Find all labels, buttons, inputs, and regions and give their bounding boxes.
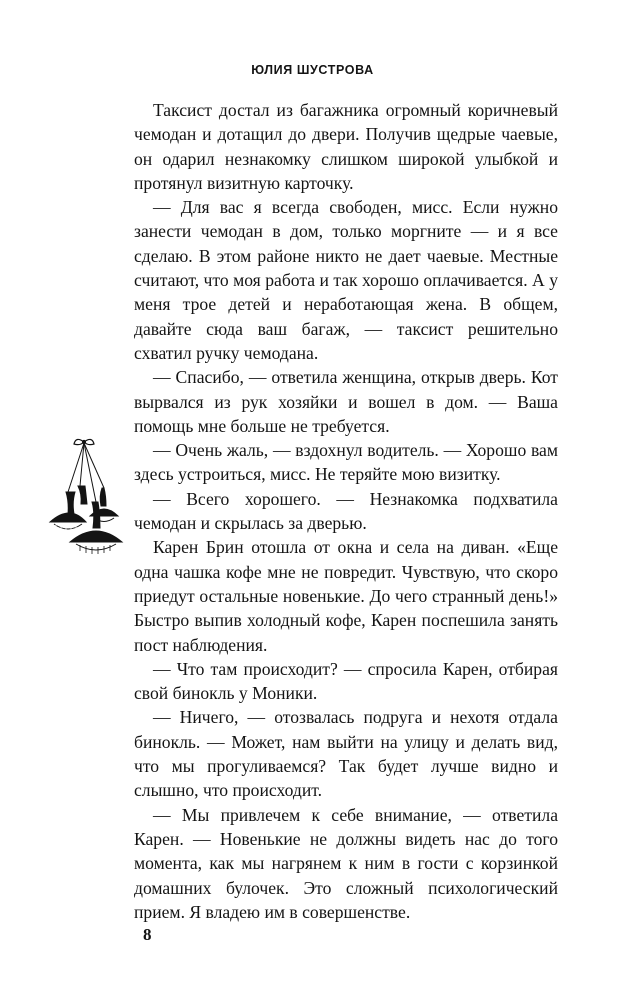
- body-text: [134, 98, 558, 924]
- paragraph: Карен Брин отошла от окна и села на диван. «Еще одна чашка кофе мне не повредит. Чувствую, что скоро приедут остальные новенькие. До чего странный день!» Быстро выпив холодный кофе, Карен поспешила занять пост наблюдения.: [134, 537, 558, 655]
- paragraph: — Спасибо, — ответила женщина, открыв дверь. Кот вырвался из рук хозяйки и вошел в дом. — Ваша помощь мне больше не требуется.: [134, 367, 558, 436]
- paragraph: — Очень жаль, — вздохнул водитель. — Хорошо вам здесь устроиться, мисс. Не теряйте мою визитку.: [134, 440, 558, 485]
- hanging-mushrooms-icon: [44, 436, 128, 558]
- paragraph: — Ничего, — отозвалась подруга и нехотя отдала бинокль. — Может, нам выйти на улицу и делать вид, что мы прогуливаемся? Так будет лучше видно и слышно, что происходит.: [134, 707, 558, 801]
- running-head: ЮЛИЯ ШУСТРОВА: [251, 63, 374, 77]
- paragraph: — Всего хорошего. — Незнакомка подхватила чемодан и скрылась за дверью.: [134, 488, 558, 534]
- page-number: 8: [143, 925, 152, 944]
- paragraph: Таксист достал из багажника огромный коричневый чемодан и дотащил до двери. Получив щедрые чаевые, он одарил незнакомку слишком широкой улыбкой и протянул визитную карточку.: [134, 100, 558, 193]
- paragraph: — Мы привлечем к себе внимание, — ответила Карен. — Новенькие не должны видеть нас до того момента, как мы нагрянем к ним в гости с корзинкой домашних булочек. Это сложный психологический прием. Я владею им в совершенстве.: [134, 804, 558, 922]
- paragraph: — Что там происходит? — спросила Карен, отбирая свой бинокль у Моники.: [134, 658, 558, 704]
- paragraph: — Для вас я всегда свободен, мисс. Если нужно занести чемодан в дом, только моргните — и я все сделаю. В этом районе никто не дает чаевые. Местные считают, что моя работа и так хорошо оплачивается. А у меня трое детей и неработающая жена. В общем, давайте сюда ваш багаж, — таксист решительно схватил ручку чемодана.: [134, 197, 558, 363]
